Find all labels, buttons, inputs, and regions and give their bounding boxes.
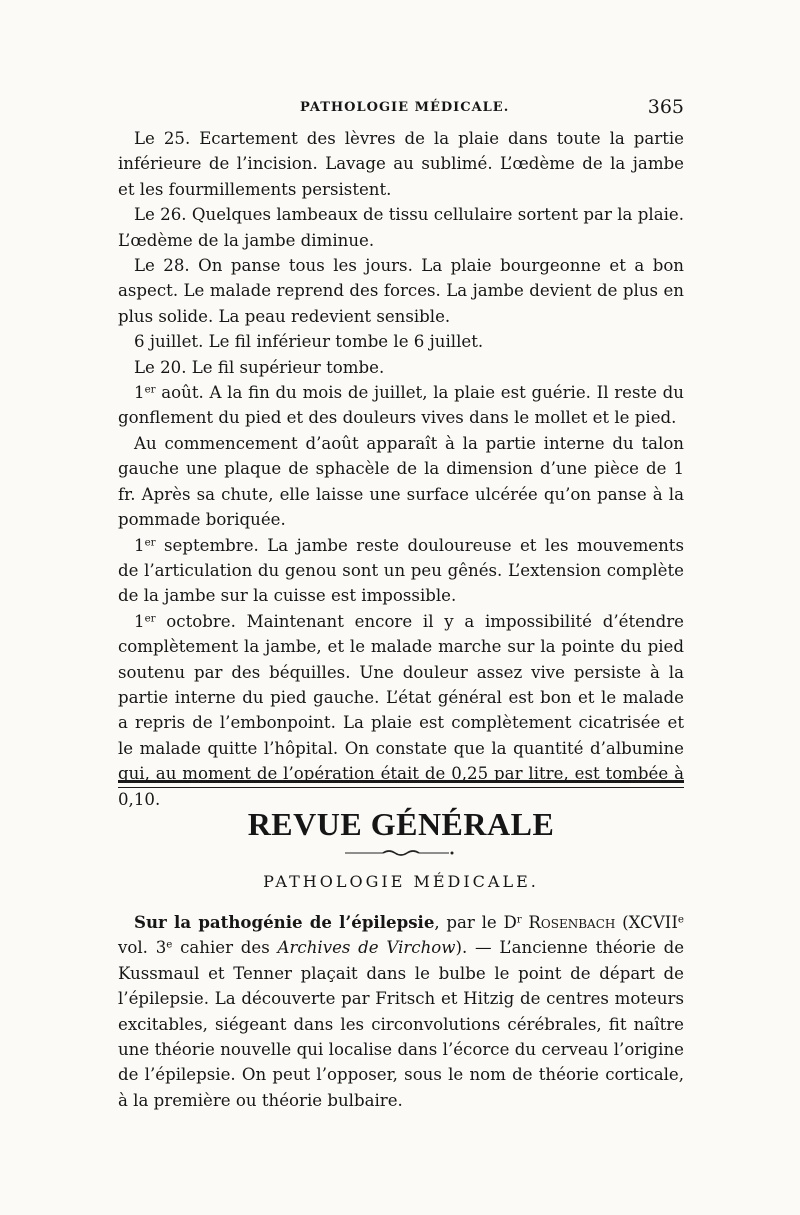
reference-part: vol. 3 — [118, 938, 167, 958]
date-number: 1 — [134, 383, 145, 403]
running-head-title: PATHOLOGIE MÉDICALE. — [300, 100, 510, 115]
paragraph: Le 28. On panse tous les jours. La plaie bourgeonne et a bon aspect. Le malade reprend des forces. La jambe devient de plus en plus solide. La peau redevient sensible. — [118, 256, 684, 326]
review-body: ). — L’ancienne théorie de Kussmaul et Tenner plaçait dans le bulbe le point de départ de l’épilepsie. La découverte par Fritsch et Hitzig de centres moteurs excitables, siégeant dans les circonvolutions cérébrales, fit naître une théorie nouvelle qui localise dans l’écorce du cerveau l’origine de l’épilepsie. On peut l’opposer, sous le nom de théorie corticale, à la première ou théorie bulbaire. — [118, 938, 685, 1110]
paragraph — [118, 380, 684, 431]
author-name: Rosenbach — [528, 913, 616, 932]
paragraph: Le 26. Quelques lambeaux de tissu cellulaire sortent par la plaie. L’œdème de la jambe diminue. — [118, 205, 684, 250]
review-by: , par le D — [434, 913, 517, 932]
review-heading: Sur la pathogénie de l’épilepsie — [134, 912, 435, 932]
paragraph: Au commencement d’août apparaît à la partie interne du talon gauche une plaque de sphacèle de la dimension d’une pièce de 1 fr. Après sa chute, elle laisse une surface ulcérée qu’on panse à la pommade boriquée. — [118, 433, 684, 530]
review-text — [118, 910, 684, 1113]
review-paragraph — [118, 910, 684, 1113]
paragraph-text: septembre. La jambe reste douloureuse et les mouvements de l’articulation du genou sont un peu gênés. L’extension complète de la jambe sur la cuisse est impossible. — [118, 535, 684, 606]
ordinal-suffix: er — [144, 383, 156, 396]
section-subtitle: PATHOLOGIE MÉDICALE. — [263, 872, 539, 891]
paragraph-text: octobre. Maintenant encore il y a impossibilité d’étendre complètement la jambe, et le malade marche sur la pointe du pied soutenu par des béquilles. Une douleur assez vive persiste à la partie interne du pied gauche. L’état général est bon et le malade a repris de l’embonpoint. La plaie est complètement cicatrisée et le malade quitte l’hôpital. On constate que la quantité d’albumine qui, au moment de l’opération était de 0,25 par litre, est tombée à 0,10. — [118, 611, 684, 809]
case-report-text — [118, 126, 684, 812]
journal-name: Archives de Virchow — [277, 938, 456, 958]
ornament-divider — [345, 848, 455, 858]
reference-volume: (XCVII — [615, 913, 678, 932]
section-divider-thick — [118, 780, 684, 783]
running-head — [118, 96, 684, 120]
page-number: 365 — [647, 96, 684, 118]
ordinal-suffix: er — [144, 612, 156, 625]
paragraph-text: août. A la fin du mois de juillet, la plaie est guérie. Il reste du gonflement du pied et des douleurs vives dans le mollet et le pied. — [118, 383, 684, 428]
section-divider-thin — [118, 787, 684, 788]
title-suffix: r — [516, 913, 522, 926]
date-number: 1 — [134, 535, 145, 555]
paragraph: Le 25. Ecartement des lèvres de la plaie dans toute la partie inférieure de l’incision. Lavage au sublimé. L’œdème de la jambe et les fourmillements persistent. — [118, 129, 684, 199]
date-number: 1 — [134, 611, 145, 631]
paragraph: 6 juillet. Le fil inférieur tombe le 6 juillet. — [134, 332, 484, 352]
ordinal-suffix: e — [677, 913, 684, 926]
ordinal-suffix: e — [166, 938, 173, 951]
reference-cahier: cahier des — [172, 938, 278, 958]
paragraph: Le 20. Le fil supérieur tombe. — [134, 357, 385, 377]
section-title: REVUE GÉNÉRALE — [247, 806, 555, 842]
ordinal-suffix: er — [144, 535, 156, 548]
paragraph — [118, 533, 684, 609]
